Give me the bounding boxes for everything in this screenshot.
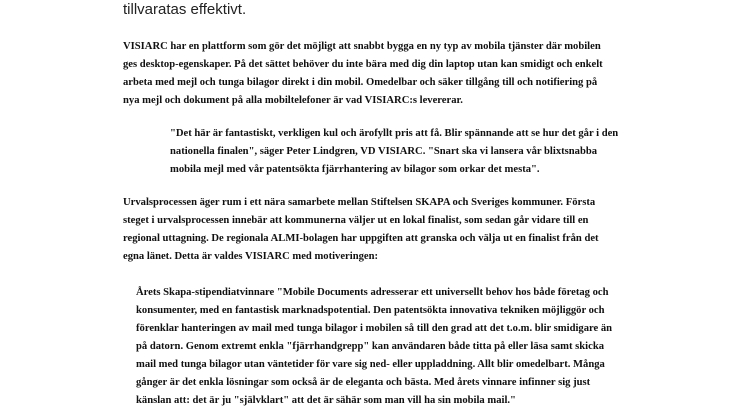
intro-fragment-text: tillvaratas effektivt. [123, 1, 247, 18]
motivation-line: Årets Skapa-stipendiatvinnare "Mobile Documents adresserar ett universellt behov hos både företag och [136, 287, 609, 298]
paragraph-line: arbeta med mejl och tunga bilagor direkt i din mobil. Omedelbar och säker tillgång till och notifiering på [123, 77, 598, 88]
motivation-line: känslan att: det är ju "självklart" att det är sähär som man vill ha sin mobila mail." [136, 395, 516, 406]
motivation-line: konsumenter, med en fantastisk marknadspotential. Den patentsökta innovativa tekniken möjliggör och [136, 305, 605, 316]
paragraph-visiarc-platform [123, 38, 663, 110]
paragraph-line: nya mejl och dokument på alla mobiltelefoner är vad VISIARC:s levererar. [123, 95, 463, 106]
quote-line: "Det här är fantastiskt, verkligen kul och ärofyllt pris att få. Blir spännande att se hur det går i den [170, 128, 619, 139]
motivation-line: mail med tunga bilagor utan väntetider för vare sig ned- eller uppladdning. Allt blir omedelbart. Många [136, 359, 605, 370]
motivation-quote [136, 284, 666, 410]
quote-peter-lindgren [170, 125, 670, 179]
intro-text-fragment [123, 1, 246, 19]
paragraph-line: Urvalsprocessen äger rum i ett nära samarbete mellan Stiftelsen SKAPA och Sveriges kommuner. Första [123, 197, 596, 208]
paragraph-line: VISIARC har en plattform som gör det möjligt att snabbt bygga en ny typ av mobila tjänster där mobilen [123, 41, 601, 52]
motivation-line: gånger är det enkla lösningar som också är de eleganta och bästa. Med årets vinnare infinner sig just [136, 377, 591, 388]
motivation-line: förenklar hanteringen av mail med tunga bilagor i mobilen så till den grad att det t.o.m. blir smidigare än [136, 323, 613, 334]
paragraph-line: egna länet. Detta är valdes VISIARC med motiveringen: [123, 251, 379, 262]
quote-line: mobila mejl med vår patentsökta fjärrhantering av bilagor som orkar det mesta". [170, 164, 540, 175]
paragraph-selection-process [123, 194, 663, 266]
quote-line: nationella finalen", säger Peter Lindgren, VD VISIARC. "Snart ska vi lansera vår blixtsnabba [170, 146, 598, 157]
paragraph-line: regional uttagning. De regionala ALMI-bolagen har uppgiften att granska och välja ut en finalist från det [123, 233, 599, 244]
motivation-line: på datorn. Genom extremt enkla "fjärrhandgrepp" kan användaren både titta på eller läsa samt skicka [136, 341, 605, 352]
paragraph-line: steget i urvalsprocessen innebär att kommunerna väljer ut en lokal finalist, som sedan går vidare till en [123, 215, 589, 226]
paragraph-line: ges desktop-egenskaper. På det sättet behöver du inte bära med dig din laptop utan kan smidigt och enkelt [123, 59, 603, 70]
